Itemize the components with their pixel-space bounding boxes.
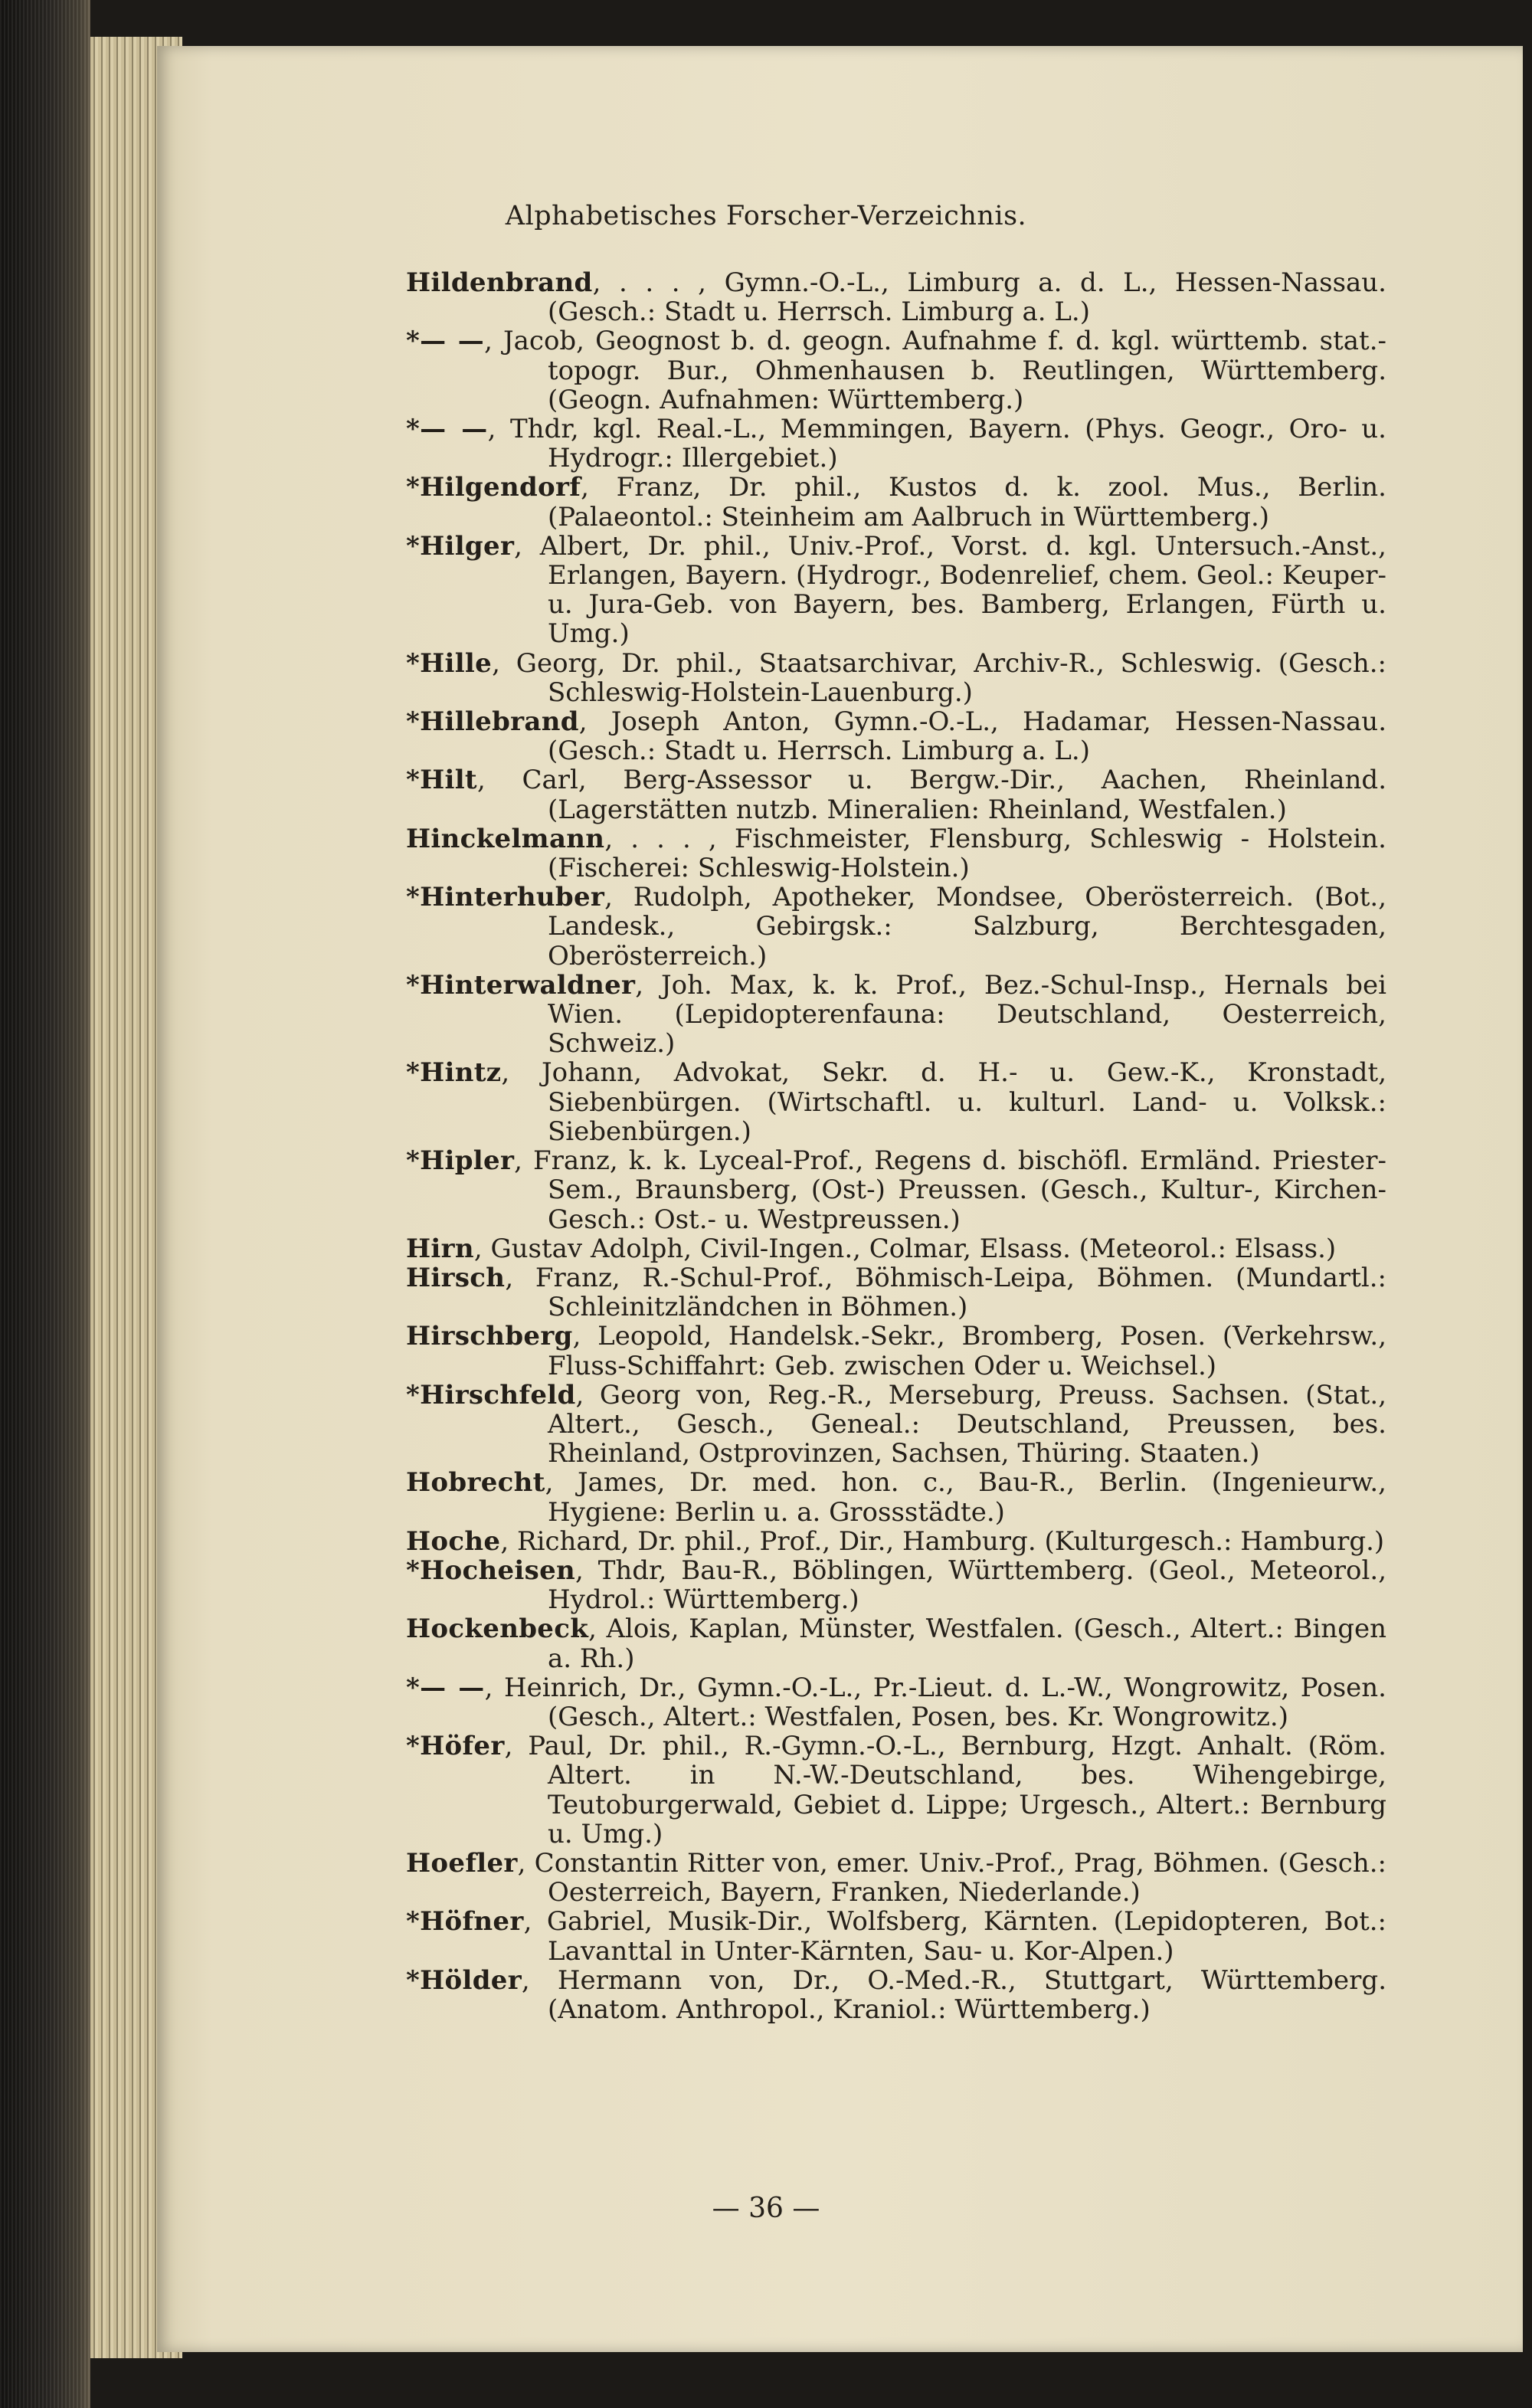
directory-entry <box>406 1381 1386 1469</box>
book-spine <box>0 0 90 2408</box>
directory-entry <box>406 1468 1386 1526</box>
entry-name: Hirn <box>406 1233 474 1264</box>
entry-list <box>406 268 1386 2024</box>
entry-name: *Hilt <box>406 765 477 796</box>
entry-name: *Hillebrand <box>406 706 579 738</box>
directory-entry <box>406 649 1386 707</box>
entry-text: , . . . , Gymn.-O.-L., Limburg a. d. L., Hessen-Nassau. (Gesch.: Stadt u. Herrsch. Limburg a. L.) <box>548 267 1386 328</box>
entry-name: *— — <box>406 1672 485 1703</box>
entry-text: , Alois, Kaplan, Münster, Westfalen. (Gesch., Altert.: Bingen a. Rh.) <box>548 1614 1386 1674</box>
entry-text: , Constantin Ritter von, emer. Univ.-Prof., Prag, Böhmen. (Gesch.: Oesterreich, Bayern, Franken, Niederlande.) <box>517 1847 1386 1908</box>
directory-entry <box>406 1673 1386 1731</box>
entry-name: *Hölder <box>406 1964 522 1996</box>
entry-name: *Hinterwaldner <box>406 969 636 1001</box>
directory-entry <box>406 824 1386 883</box>
entry-name: *Hocheisen <box>406 1555 576 1586</box>
entry-text: , Thdr, Bau-R., Böblingen, Württemberg. (Geol., Meteorol., Hydrol.: Württemberg.) <box>548 1555 1386 1616</box>
entry-text: , Jacob, Geognost b. d. geogn. Aufnahme f. d. kgl. württemb. stat.-topogr. Bur., Ohmenhausen b. Reutlingen, Württemberg. (Geogn. Aufnahmen: Württemberg.) <box>484 326 1386 415</box>
directory-entry <box>406 473 1386 531</box>
entry-text: , Carl, Berg-Assessor u. Bergw.-Dir., Aachen, Rheinland. (Lagerstätten nutzb. Mineralien: Rheinland, Westfalen.) <box>476 765 1386 825</box>
directory-entry <box>406 1322 1386 1380</box>
entry-text: , Thdr, kgl. Real.-L., Memmingen, Bayern. (Phys. Geogr., Oro- u. Hydrogr.: Illergebiet.) <box>487 414 1386 474</box>
entry-text: , Richard, Dr. phil., Prof., Dir., Hamburg. (Kulturgesch.: Hamburg.) <box>500 1525 1385 1557</box>
entry-name: *Hilger <box>406 530 515 562</box>
entry-text: , Albert, Dr. phil., Univ.-Prof., Vorst. d. kgl. Untersuch.-Anst., Erlangen, Bayern. (Hydrogr., Bodenrelief, chem. Geol.: Keuper- u. Jura-Geb. von Bayern, bes. Bamberg, Erlangen, Fürth u. Umg.) <box>514 530 1386 650</box>
entry-text: , Heinrich, Dr., Gymn.-O.-L., Pr.-Lieut. d. L.-W., Wongrowitz, Posen. (Gesch., Altert.: Westfalen, Posen, bes. Kr. Wongrowitz.) <box>484 1672 1386 1732</box>
entry-name: *Hipler <box>406 1145 515 1177</box>
entry-name: *— — <box>406 414 488 445</box>
directory-entry <box>406 1058 1386 1146</box>
entry-text: , . . . , Fischmeister, Flensburg, Schleswig - Holstein. (Fischerei: Schleswig-Holstein.) <box>548 823 1386 884</box>
entry-text: , Gustav Adolph, Civil-Ingen., Colmar, Elsass. (Meteorol.: Elsass.) <box>473 1233 1337 1264</box>
directory-entry <box>406 1907 1386 1965</box>
entry-name: *Hinterhuber <box>406 882 605 913</box>
directory-entry <box>406 532 1386 649</box>
directory-entry <box>406 765 1386 824</box>
entry-name: Hoefler <box>406 1847 518 1879</box>
entry-text: , Leopold, Handelsk.-Sekr., Bromberg, Posen. (Verkehrsw., Fluss-Schiffahrt: Geb. zwischen Oder u. Weichsel.) <box>548 1321 1386 1381</box>
directory-entry <box>406 1731 1386 1849</box>
entry-name: Hoche <box>406 1525 501 1557</box>
entry-name: Hirsch <box>406 1262 506 1293</box>
directory-entry <box>406 414 1386 473</box>
entry-text: , James, Dr. med. hon. c., Bau-R., Berlin. (Ingenieurw., Hygiene: Berlin u. a. Grossstädte.) <box>545 1467 1386 1528</box>
entry-text: , Gabriel, Musik-Dir., Wolfsberg, Kärnten. (Lepidopteren, Bot.: Lavanttal in Unter-Kärnten, Sau- u. Kor-Alpen.) <box>523 1906 1386 1967</box>
entry-text: , Joseph Anton, Gymn.-O.-L., Hadamar, Hessen-Nassau. (Gesch.: Stadt u. Herrsch. Limburg a. L.) <box>548 706 1386 767</box>
entry-name: Hirschberg <box>406 1321 573 1352</box>
entry-text: , Georg von, Reg.-R., Merseburg, Preuss. Sachsen. (Stat., Altert., Gesch., Geneal.: Deutschland, Preussen, bes. Rheinland, Ostprovinzen, Sachsen, Thüring. Staaten.) <box>548 1379 1386 1469</box>
directory-entry <box>406 268 1386 326</box>
entry-name: *Hille <box>406 647 493 679</box>
directory-entry <box>406 1234 1386 1263</box>
page-header: Alphabetisches Forscher-Verzeichnis. <box>505 201 1027 231</box>
directory-entry <box>406 1527 1386 1556</box>
entry-name: *Höfner <box>406 1906 524 1938</box>
entry-name: *— — <box>406 326 485 357</box>
page-number: — 36 — <box>712 2193 820 2224</box>
directory-entry <box>406 1966 1386 2024</box>
entry-text: , Franz, R.-Schul-Prof., Böhmisch-Leipa, Böhmen. (Mundartl.: Schleinitzländchen in Böhmen.) <box>505 1262 1386 1323</box>
entry-name: *Hintz <box>406 1057 502 1089</box>
directory-entry <box>406 1849 1386 1907</box>
entry-text: , Johann, Advokat, Sekr. d. H.- u. Gew.-K., Kronstadt, Siebenbürgen. (Wirtschaftl. u. kulturl. Land- u. Volksk.: Siebenbürgen.) <box>501 1057 1386 1147</box>
entry-text: , Hermann von, Dr., O.-Med.-R., Stuttgart, Württemberg. (Anatom. Anthropol., Kraniol.: Württemberg.) <box>521 1964 1386 2025</box>
entry-text: , Paul, Dr. phil., R.-Gymn.-O.-L., Bernburg, Hzgt. Anhalt. (Röm. Altert. in N.-W.-Deutschland, bes. Wihengebirge, Teutoburgerwald, Gebiet d. Lippe; Urgesch., Altert.: Bernburg u. Umg.) <box>504 1731 1386 1849</box>
page-shadow <box>1523 0 1532 2408</box>
entry-text: , Franz, k. k. Lyceal-Prof., Regens d. bischöfl. Ermländ. Priester-Sem., Braunsberg, (Ost-) Preussen. (Gesch., Kultur-, Kirchen-Gesch.: Ost.- u. Westpreussen.) <box>514 1145 1386 1235</box>
directory-entry <box>406 971 1386 1059</box>
directory-entry <box>406 707 1386 765</box>
entry-text: , Rudolph, Apotheker, Mondsee, Oberösterreich. (Bot., Landesk., Gebirgsk.: Salzburg, Berchtesgaden, Oberösterreich.) <box>548 882 1386 971</box>
entry-name: *Hilgendorf <box>406 472 581 503</box>
directory-entry <box>406 1146 1386 1234</box>
entry-text: , Georg, Dr. phil., Staatsarchivar, Archiv-R., Schleswig. (Gesch.: Schleswig-Holstein-Lauenburg.) <box>492 647 1386 708</box>
entry-text: , Franz, Dr. phil., Kustos d. k. zool. Mus., Berlin. (Palaeontol.: Steinheim am Aalbruch in Württemberg.) <box>548 472 1386 532</box>
entry-text: , Joh. Max, k. k. Prof., Bez.-Schul-Insp., Hernals bei Wien. (Lepidopterenfauna: Deutschland, Oesterreich, Schweiz.) <box>548 969 1386 1060</box>
directory-entry <box>406 1556 1386 1614</box>
entry-name: *Höfer <box>406 1731 505 1762</box>
entry-name: *Hirschfeld <box>406 1379 576 1410</box>
directory-entry <box>406 1614 1386 1672</box>
directory-entry <box>406 326 1386 414</box>
entry-name: Hinckelmann <box>406 823 605 854</box>
entry-name: Hockenbeck <box>406 1614 589 1645</box>
entry-name: Hobrecht <box>406 1467 545 1499</box>
entry-name: Hildenbrand <box>406 267 593 298</box>
directory-entry <box>406 883 1386 971</box>
directory-entry <box>406 1263 1386 1322</box>
